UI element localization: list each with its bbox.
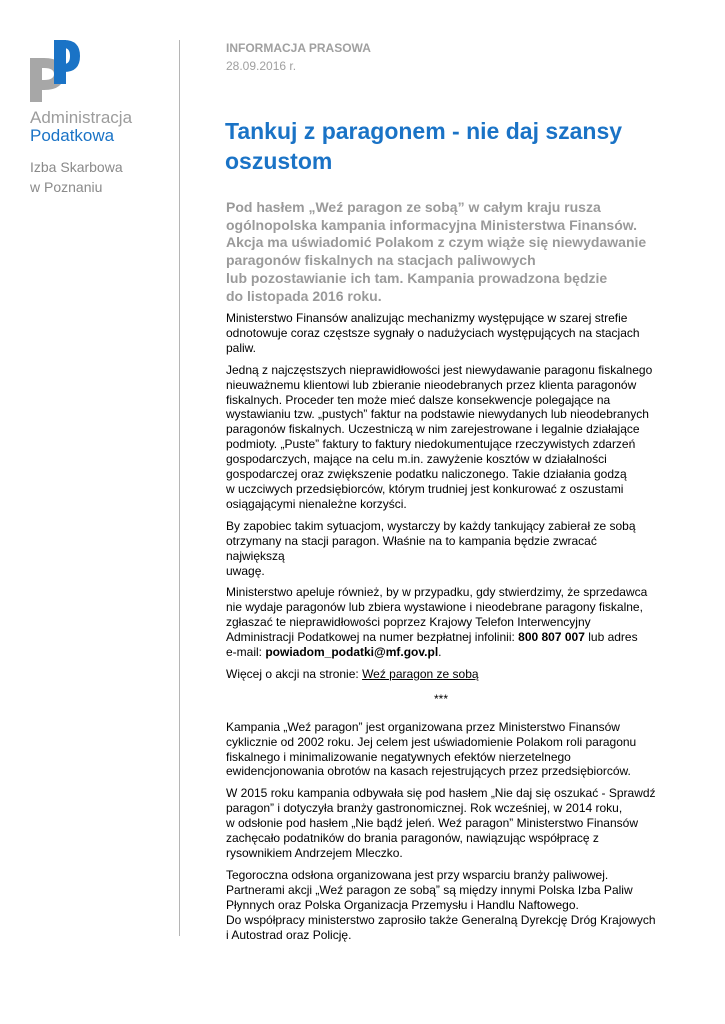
text-line: W 2015 roku kampania odbywała się pod hasłem „Nie daj się oszukać - Sprawdź — [226, 786, 656, 801]
text-line: Kampania „Weź paragon” jest organizowana przez Ministerstwo Finansów — [226, 719, 620, 734]
lead-paragraph — [226, 199, 686, 305]
body-paragraph-8 — [226, 868, 656, 943]
lead-line: paragonów fiskalnych na stacjach paliwowych — [226, 252, 536, 269]
text-line: Ministerstwo apeluje również, by w przypadku, gdy stwierdzimy, że sprzedawca — [226, 585, 648, 600]
text-line: w odsłonie pod hasłem „Nie bądź jeleń. Weź paragon” Ministerstwo Finansów — [226, 816, 638, 831]
text-line: Ministerstwo Finansów analizując mechanizmy występujące w szarej strefie — [226, 311, 628, 325]
brand-name-line2: Podatkowa — [30, 126, 115, 145]
body-paragraph-1 — [226, 311, 656, 356]
administracja-podatkowa-logo-icon — [30, 40, 80, 102]
text-line: rysownikiem Andrzejem Mleczko. — [226, 846, 403, 860]
text-line: zachęcało podatników do brania paragonów, nawiązując współpracę z — [226, 831, 599, 846]
document-date: 28.09.2016 r. — [226, 59, 297, 73]
text-line: cyklicznie od 2002 roku. Jej celem jest uświadomienie Polakom roli paragonu — [226, 734, 637, 749]
article-body — [226, 311, 656, 949]
text-line: paragonów fiskalnych. Uczestniczą w nim zarejestrowane i legalnie działające — [226, 422, 640, 437]
page-title: Tankuj z paragonem - nie daj szansy oszustom — [225, 118, 623, 174]
campaign-link[interactable]: Weź paragon ze sobą — [362, 666, 479, 681]
text-line: nie wydaje paragonów lub zbiera wystawione i nieodebrane paragony fiskalne, — [226, 600, 643, 615]
text-line: Tegoroczna odsłona organizowana jest przy wsparciu branży paliwowej. — [226, 867, 609, 882]
text-line: . — [438, 645, 442, 660]
text-line: podmioty. „Puste” faktury to faktury niedokumentujące rzeczywistych zdarzeń — [226, 437, 636, 452]
text-line: otrzymany na stacji paragon. Właśnie na to kampania będzie zwracać największą — [226, 533, 597, 563]
text-line: e-mail: — [226, 645, 266, 660]
text-line: wystawianiu tzw. „pustych” faktur na podstawie niewydanych lub nieodebranych — [226, 407, 649, 422]
text-line: ewidencjonowania obrotów na kasach rejestrujących przez przedsiębiorców. — [226, 764, 631, 779]
text-line: Płynnych oraz Polska Organizacja Przemysłu i Handlu Naftowego. — [226, 897, 579, 912]
text-line: Partnerami akcji „Weź paragon ze sobą” są między innymi Polska Izba Paliw — [226, 882, 633, 897]
text-line: Do współpracy ministerstwo zaprosiło także Generalną Dyrekcję Dróg Krajowych — [226, 912, 656, 927]
brand-name-line1: Administracja — [30, 108, 133, 127]
lead-line: Pod hasłem „Weź paragon ze sobą” w całym kraju rusza — [226, 199, 601, 215]
body-paragraph-4 — [226, 585, 656, 660]
body-paragraph-6 — [226, 720, 656, 780]
text-line: w uczciwych przedsiębiorców, którym trudniej jest konkurować z oszustami — [226, 481, 624, 496]
text-line: gospodarczych, mające na celu m.in. zawyżenie kosztów w działalności — [226, 452, 607, 467]
text-line: Jedną z najczęstszych nieprawidłowości jest niewydawanie paragonu fiskalnego — [226, 362, 653, 377]
text-line: fiskalnych. Proceder ten może mieć dalsze konsekwencje polegające na — [226, 392, 611, 407]
body-paragraph-7 — [226, 786, 656, 861]
email-address: powiadom_podatki@mf.gov.pl — [265, 645, 439, 660]
text-line: Administracji Podatkowej na numer bezpłatnej infolinii: — [226, 630, 519, 645]
hotline-number: 800 807 007 — [518, 630, 585, 645]
text-line: odnotowuje coraz częstsze sygnały o nadużyciach występujących na stacjach — [226, 325, 640, 340]
body-paragraph-3 — [226, 519, 656, 579]
text-line: nieuważnemu klientowi lub zbieranie nieodebranych przez klienta paragonów — [226, 377, 637, 392]
text-line: gospodarczej oraz zwiększenie podatku naliczonego. Takie działania godzą — [226, 467, 627, 482]
document-kind: INFORMACJA PRASOWA — [226, 41, 371, 55]
lead-line: ogólnopolska kampania informacyjna Ministerstwa Finansów. — [226, 216, 638, 233]
text-line: paliw. — [226, 340, 257, 355]
text-line: By zapobiec takim sytuacjom, wystarczy by każdy tankujący zabierał ze sobą — [226, 518, 636, 533]
more-info-line — [226, 667, 656, 682]
lead-line: do listopada 2016 roku. — [226, 287, 382, 304]
more-info-label: Więcej o akcji na stronie: — [226, 666, 363, 681]
text-line: osiągającymi nienależne korzyści. — [226, 496, 407, 511]
lead-line: lub pozostawianie ich tam. Kampania prowadzona będzie — [226, 269, 608, 286]
text-line: lub adres — [584, 630, 638, 645]
text-line: i Autostrad oraz Policję. — [226, 927, 352, 942]
text-line: zgłaszać te nieprawidłowości poprzez Krajowy Telefon Interwencyjny — [226, 615, 591, 630]
text-line: fiskalnego i minimalizowanie negatywnych efektów nierzetelnego — [226, 749, 571, 764]
office-name-line2: w Poznaniu — [30, 179, 103, 195]
office-name-line1: Izba Skarbowa — [30, 159, 123, 175]
text-line: paragon” i dotyczyła branży gastronomicznej. Rok wcześniej, w 2014 roku, — [226, 801, 623, 816]
section-separator: *** — [433, 691, 448, 706]
lead-line: Akcja ma uświadomić Polakom z czym wiąże się niewydawanie — [226, 234, 647, 251]
vertical-divider — [179, 40, 180, 936]
text-line: uwagę. — [226, 563, 265, 578]
body-paragraph-2 — [226, 363, 656, 512]
